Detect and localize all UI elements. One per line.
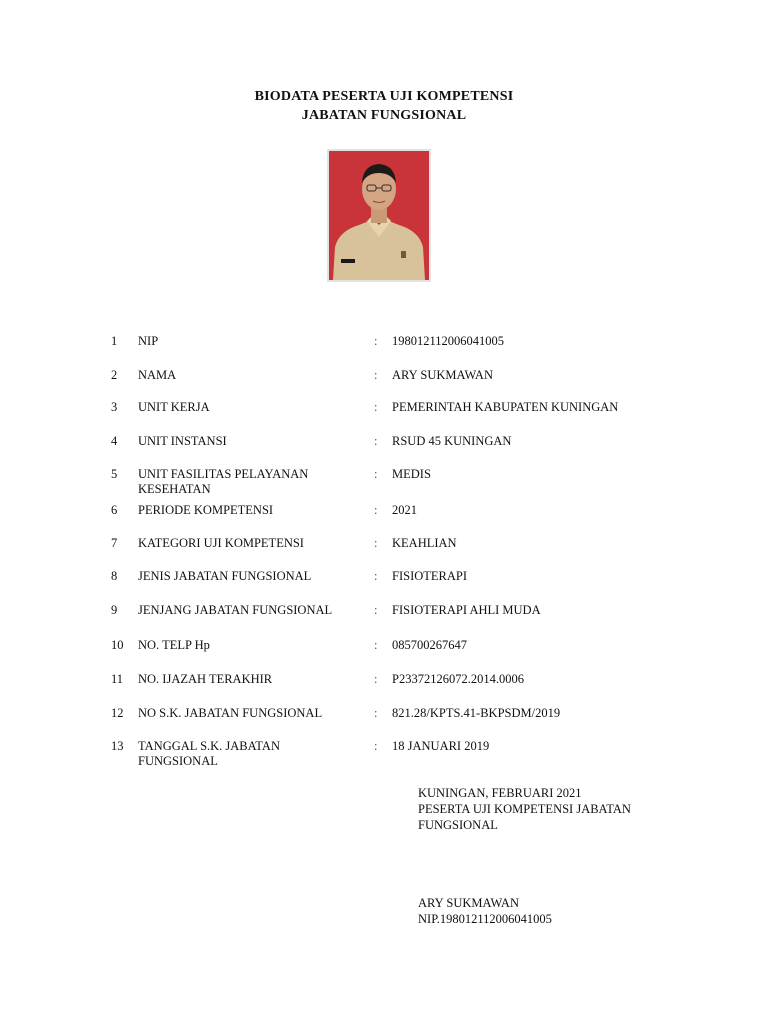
- row-separator: :: [374, 536, 378, 550]
- row-number: 10: [111, 638, 124, 652]
- row-number: 3: [111, 400, 118, 414]
- row-number: 12: [111, 706, 124, 720]
- signature-nip: NIP.198012112006041005: [418, 912, 552, 926]
- row-separator: :: [374, 334, 378, 348]
- row-separator: :: [374, 638, 378, 652]
- row-separator: :: [374, 400, 378, 414]
- row-separator: :: [374, 503, 378, 517]
- row-value: KEAHLIAN: [392, 536, 457, 550]
- row-label: KATEGORI UJI KOMPETENSI: [138, 536, 304, 550]
- row-label: NO S.K. JABATAN FUNGSIONAL: [138, 706, 323, 720]
- signature-role-line1: PESERTA UJI KOMPETENSI JABATAN: [418, 802, 631, 816]
- row-label: PERIODE KOMPETENSI: [138, 503, 274, 517]
- row-number: 2: [111, 368, 118, 382]
- row-separator: :: [374, 467, 378, 481]
- row-number: 13: [111, 739, 124, 753]
- row-separator: :: [374, 706, 378, 720]
- row-value: RSUD 45 KUNINGAN: [392, 434, 512, 448]
- row-value: 821.28/KPTS.41-BKPSDM/2019: [392, 706, 561, 720]
- row-separator: :: [374, 569, 378, 583]
- row-label: JENIS JABATAN FUNGSIONAL: [138, 569, 312, 583]
- row-value: FISIOTERAPI AHLI MUDA: [392, 603, 541, 617]
- row-number: 9: [111, 603, 118, 617]
- row-separator: :: [374, 672, 378, 686]
- row-label: UNIT KERJA: [138, 400, 210, 414]
- row-value: 198012112006041005: [392, 334, 505, 348]
- signature-place-date: KUNINGAN, FEBRUARI 2021: [418, 786, 582, 800]
- row-number: 8: [111, 569, 118, 583]
- row-label: UNIT FASILITAS PELAYANAN KESEHATAN: [138, 467, 309, 496]
- row-label: NO. TELP Hp: [138, 638, 210, 652]
- row-value: 18 JANUARI 2019: [392, 739, 490, 753]
- signature-role-line2: FUNGSIONAL: [418, 818, 498, 832]
- row-value: MEDIS: [392, 467, 431, 481]
- row-number: 1: [111, 334, 118, 348]
- row-label: TANGGAL S.K. JABATAN FUNGSIONAL: [138, 739, 280, 768]
- row-label: UNIT INSTANSI: [138, 434, 227, 448]
- row-value: P23372126072.2014.0006: [392, 672, 524, 686]
- row-number: 4: [111, 434, 118, 448]
- row-separator: :: [374, 603, 378, 617]
- row-number: 11: [111, 672, 124, 686]
- row-number: 6: [111, 503, 118, 517]
- row-label: NO. IJAZAH TERAKHIR: [138, 672, 273, 686]
- participant-photo: [327, 149, 431, 282]
- row-label: NIP: [138, 334, 159, 348]
- row-separator: :: [374, 434, 378, 448]
- row-label: JENJANG JABATAN FUNGSIONAL: [138, 603, 333, 617]
- row-label: NAMA: [138, 368, 177, 382]
- row-number: 5: [111, 467, 118, 481]
- row-separator: :: [374, 739, 378, 753]
- row-number: 7: [111, 536, 118, 550]
- document-subtitle: JABATAN FUNGSIONAL: [301, 108, 467, 123]
- row-value: FISIOTERAPI: [392, 569, 468, 583]
- row-value: ARY SUKMAWAN: [392, 368, 493, 382]
- signature-name: ARY SUKMAWAN: [418, 896, 519, 910]
- row-value: 2021: [392, 503, 417, 517]
- row-separator: :: [374, 368, 378, 382]
- row-value: PEMERINTAH KABUPATEN KUNINGAN: [392, 400, 619, 414]
- document-title: BIODATA PESERTA UJI KOMPETENSI: [254, 89, 514, 104]
- row-value: 085700267647: [392, 638, 467, 652]
